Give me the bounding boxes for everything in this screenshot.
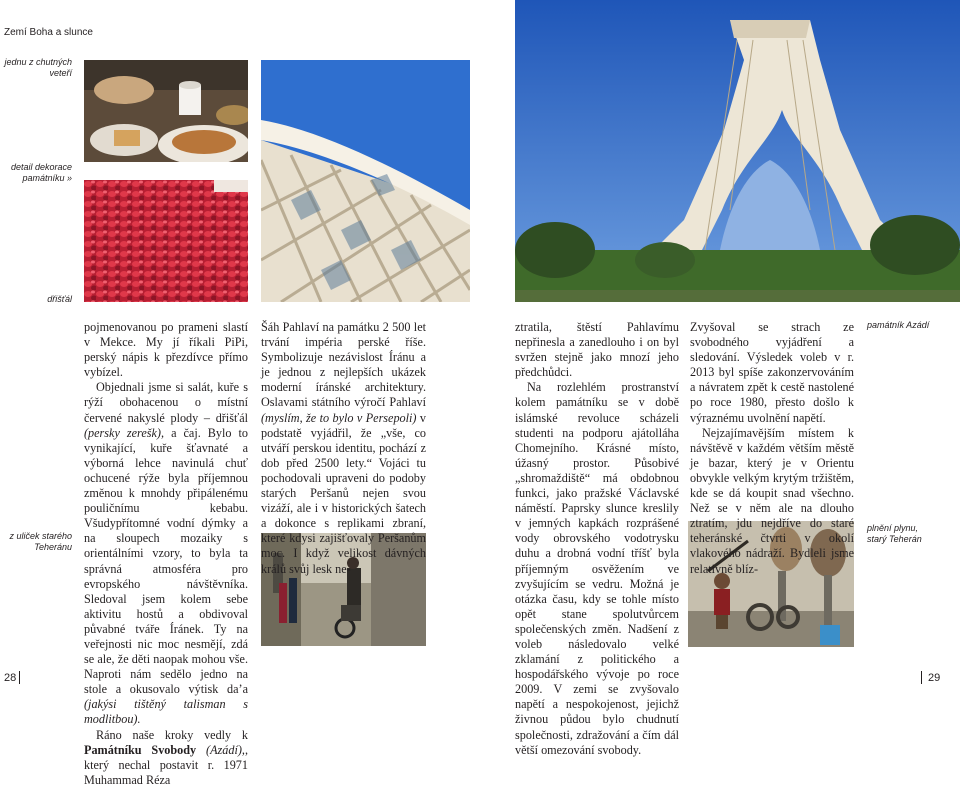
italic-text: (Azádí),	[206, 742, 245, 757]
page-number-right: 29	[928, 672, 941, 684]
paragraph-text: ztratila, štěstí Pahlavímu nepřinesla a zanedlouho i on byl svržen stejně jako mnozí jeho předchůdci.	[515, 320, 679, 380]
caption-gas: plnění plynu, starý Teherán	[867, 523, 922, 544]
text-column-1: pojmenovanou po prameni slastí v Mekce. My jí říkali PiPi, perský nápis k přezdívce přímo vybízel. Objednali jsme si salát, kuře s rýží obohacenou o místní červené nakyslé plody – dřišťál (persky zerešk), a čaj. Bylo to vynikající, kuře šťavnaté a výborná lehce navinulá chuť ochucené rýže byla příjemnou změnou k mnohdy připálenému pouličnímu kebabu. Všudypřítomné vodní dýmky a na sloupech mozaiky s orientálními vzory, to byla ta správná atmosféra pro evropského návštěvníka. Sledoval jsem kolem sebe aktivitu hostů a obdivoval půvabné tváře Íránek. Ty na veřejnosti nic moc nesmějí, zdá se ale, že děti naopak mohou vše. Naproti nám sedělo jedno na stole a okusovalo výtisk da’a (jakýsi tištěný talisman s modlitbou). Ráno naše kroky vedly k Památníku Svobody (Azádí),, který nechal postavit r. 1971 Muhammad Réza	[84, 320, 249, 787]
caption-barberry: dřišťál	[47, 294, 72, 304]
paragraph-text: Šáh Pahlaví na památku 2 500 let trvání impéria perské říše. Symbolizuje nezávislost Íránu a je jednou z nejlepších ukázek moderní íránské architektury. Oslavami státního výročí Pahlaví	[261, 320, 426, 410]
paragraph-text: Ráno naše kroky vedly k	[96, 727, 248, 742]
text-column-2	[261, 320, 426, 577]
caption-decoration: detail dekorace památníku »	[10, 162, 72, 183]
italic-text: (myslím, že to bylo v Persepoli)	[261, 410, 417, 425]
section-title: Zemí Boha a slunce	[4, 27, 93, 38]
page-number-left-bar	[19, 671, 20, 684]
caption-alley: z uliček starého Teheránu	[9, 531, 72, 552]
photo-monument-detail	[261, 60, 470, 302]
photo-barberries	[84, 180, 248, 302]
caption-street-cafe: jednu z chutných veteří	[4, 57, 72, 78]
page-number-right-bar	[921, 671, 922, 684]
paragraph-text: Na rozlehlém prostranství kolem památníku se v době islámské revoluce scházeli studenti na podporu ajátolláha Chomejního. Krásné místo, úžasný prostor. Působivé „shromaždiště“ má obdobnou funkci, jako pražské Václavské náměstí. Paprsky slunce kreslily v jemných kapkách rozprášené vody obrovského vodotrysku duhu a drobná vodní tříšť byla příjemným osvěžením ve zvyšujícím se vedru. Možná je otázka času, kdy se tohle místo opět stane spolutvůrcem společenských změn. Nadšení z voleb následovalo velké zklamání z politického a hospodářského vývoje po roce 2009. V zemi se zvyšovalo napětí a nespokojenost, jejichž živnou půdou bylo chudnutí společnosti, zdražování a čím dál větší omezování svobody.	[515, 380, 679, 757]
italic-text: (persky zerešk),	[84, 425, 165, 440]
paragraph-text: a čaj. Bylo to vynikající, kuře šťavnaté a výborná lehce navinulá chuť ochucené rýže byla příjemnou změnou k mnohdy připálenému pouličnímu kebabu. Všudypřítomné vodní dýmky a na sloupech mozaiky s orientálními vzory, to byla ta správná atmosféra pro evropského návštěvníka. Sledoval jsem kolem sebe aktivitu hostů a obdivoval půvabné tváře Íránek. Ty na veřejnosti nic moc nesmějí, zdá se ale, že děti naopak mohou vše. Naproti nám sedělo jedno na stole a okusovalo výtisk da’a	[84, 425, 249, 697]
page-number-left: 28	[4, 672, 17, 684]
paragraph-text: který nechal postavit r. 1971 Muhammad Réza	[84, 757, 248, 787]
text-column-3	[515, 320, 679, 758]
text-column-4	[690, 320, 854, 577]
italic-text: (jakýsi tištěný talisman s modlitbou).	[84, 697, 248, 727]
paragraph-text: pojmenovanou po prameni slastí v Mekce. My jí říkali PiPi, perský nápis k přezdívce přímo vybízel.	[84, 320, 248, 380]
photo-cafe-table	[84, 60, 248, 162]
bold-text: Památníku Svobody	[84, 742, 197, 757]
paragraph-text: v podstatě vyjádřil, že „vše, co utváří perskou identitu, pochází z dob před 2500 lety.“ Vojáci tu pochodovali upraveni do podoby starých Peršanů nejen svou vizáží, ale i v historických šatech a dokonce s replikami zbraní, které kdysi zajišťovaly Peršanům moc. I když velikost dávných králů svůj lesk ne-	[261, 410, 426, 576]
paragraph-text: Zvyšoval se strach ze svobodného vyjádření a sledování. Výsledek voleb v r. 2013 byl spíše zakonzervováním a návratem zpět k cestě nastolené po roce 1980, přesto došlo k výraznému uvolnění napětí.	[690, 320, 854, 425]
paragraph-text: Objednali jsme si salát, kuře s rýží obohacenou o místní červené nakyslé plody – dřišťál	[84, 380, 248, 425]
photo-azadi-tower	[515, 0, 960, 302]
caption-azadi: památník Azádí	[867, 320, 930, 330]
paragraph-text: Nejzajímavějším místem k návštěvě v každém větším městě je bazar, který je v Orientu obvykle velkým krytým tržištěm, kde se dá koupit snad všechno. Než se v něm ale na dlouho ztratím, jdu nejdříve do staré teheránské čtvrti v okolí vlakového nádraží. Bydleli jsme relativně blíz-	[690, 425, 854, 576]
